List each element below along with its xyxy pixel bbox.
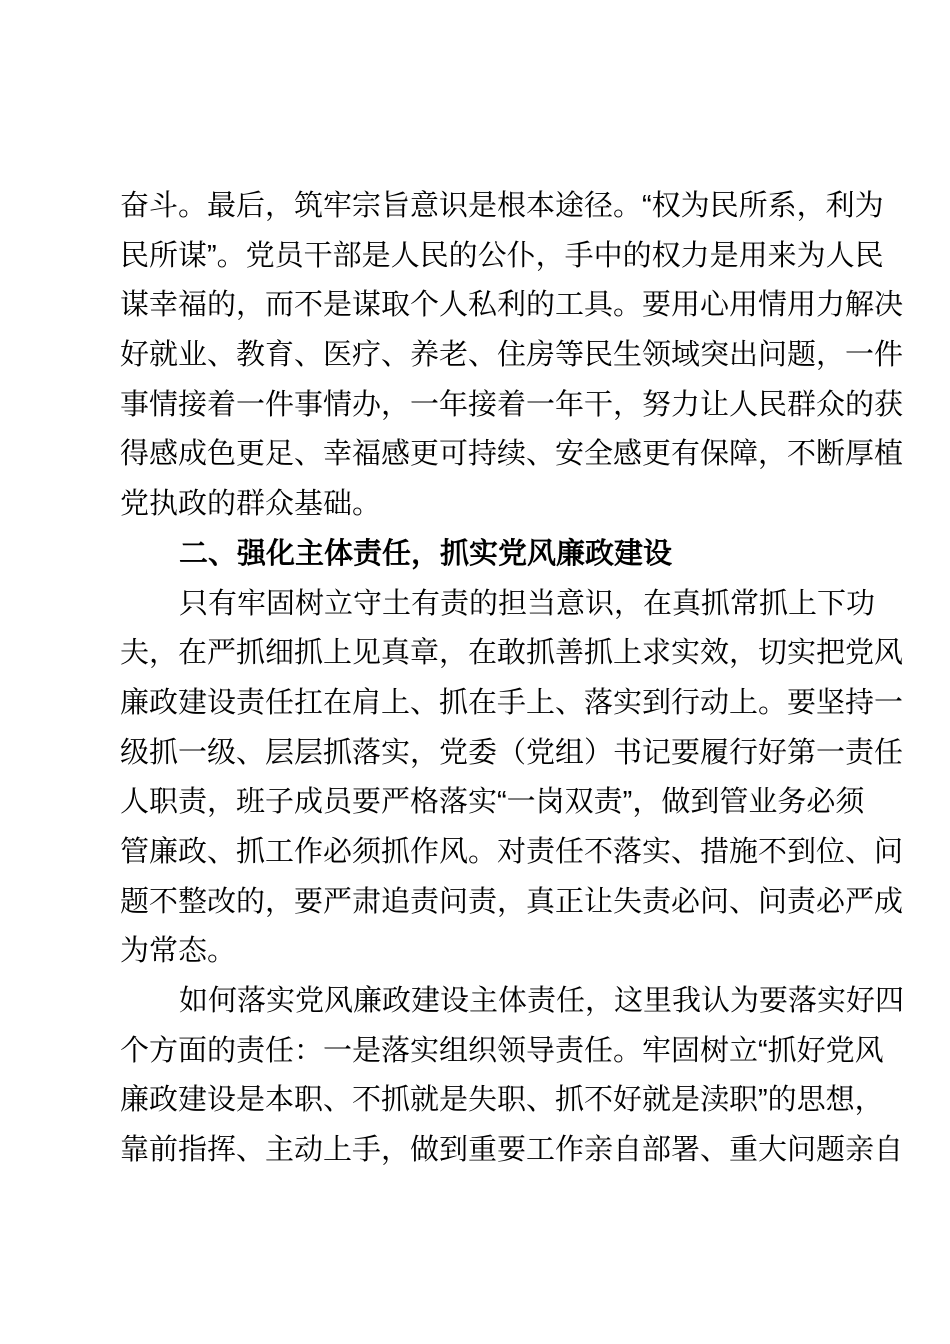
text-line: 廉政建设是本职、不抓就是失职、抓不好就是渎职”的思想，: [120, 1084, 884, 1117]
text-line: 题不整改的，要严肃追责问责，真正让失责必问、问责必严成: [120, 885, 904, 918]
text-line: 奋斗。最后，筑牢宗旨意识是根本途径。“权为民所系，利为: [120, 190, 884, 222]
text-line: 夫，在严抓细抓上见真章，在敢抓善抓上求实效，切实把党风: [120, 637, 904, 670]
text-line: 廉政建设责任扛在肩上、抓在手上、落实到行动上。要坚持一: [120, 686, 904, 719]
text-line: 得感成色更足、幸福感更可持续、安全感更有保障，不断厚植: [120, 438, 904, 471]
text-line: 人职责，班子成员要严格落实“一岗双责”，做到管业务必须: [120, 786, 865, 819]
document-text-block: [120, 182, 905, 1176]
text-line: 如何落实党风廉政建设主体责任，这里我认为要落实好四: [179, 985, 905, 1017]
text-line: 管廉政、抓工作必须抓作风。对责任不落实、措施不到位、问: [120, 835, 904, 868]
section-heading: 二、强化主体责任，抓实党风廉政建设: [179, 537, 673, 570]
text-line: 民所谋”。党员干部是人民的公仆，手中的权力是用来为人民: [120, 239, 884, 272]
text-line: 级抓一级、层层抓落实，党委（党组）书记要履行好第一责任: [120, 736, 904, 769]
text-line: 好就业、教育、医疗、养老、住房等民生领域突出问题，一件: [120, 339, 904, 372]
text-line: 党执政的群众基础。: [120, 488, 382, 521]
text-line: 为常态。: [120, 935, 237, 968]
text-line: 谋幸福的，而不是谋取个人私利的工具。要用心用情用力解决: [120, 289, 904, 322]
text-line: 事情接着一件事情办，一年接着一年干，努力让人民群众的获: [120, 388, 904, 421]
text-line: 只有牢固树立守土有责的担当意识，在真抓常抓上下功: [179, 587, 876, 620]
text-line: 个方面的责任：一是落实组织领导责任。牢固树立“抓好党风: [120, 1034, 884, 1067]
text-line: 靠前指挥、主动上手，做到重要工作亲自部署、重大问题亲自: [120, 1134, 904, 1167]
